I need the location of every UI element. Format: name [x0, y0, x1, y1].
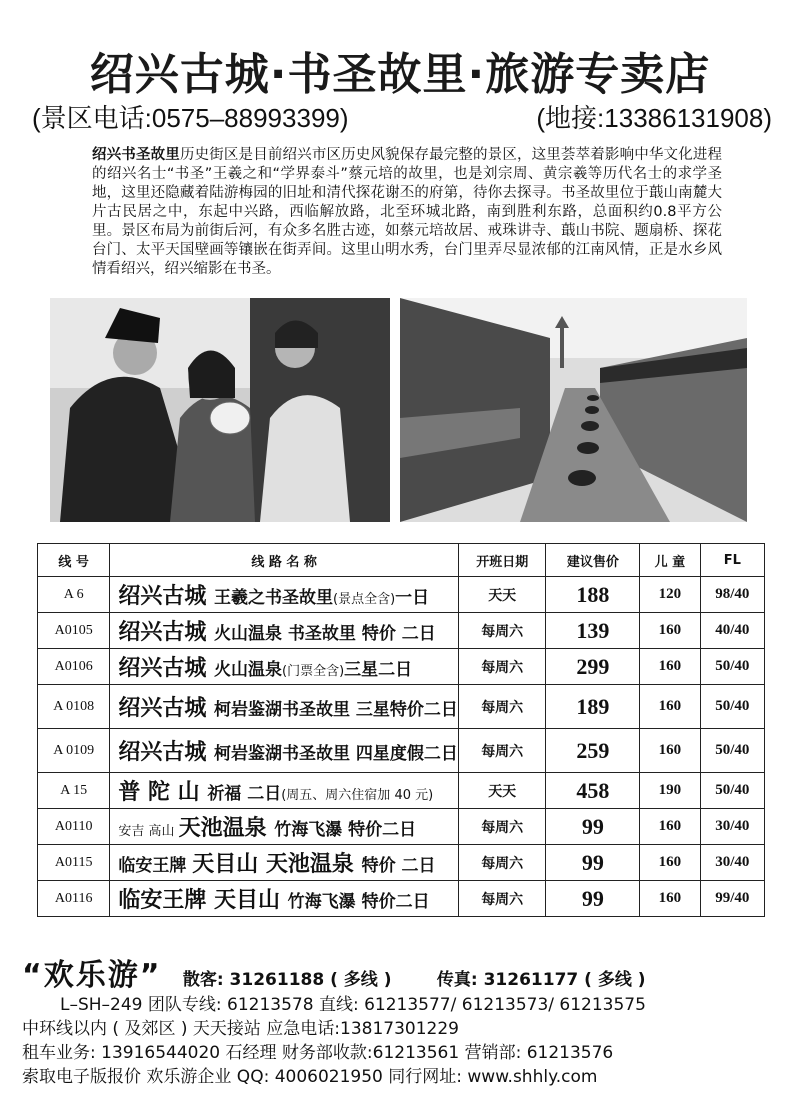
col-route: 线 路 名 称 [110, 544, 459, 577]
car-rental-line: 租车业务: 13916544020 石经理 财务部收款:61213561 营销部: 61213576 [22, 1043, 614, 1063]
route-name [110, 881, 459, 917]
route-name-part: 竹海飞瀑 特价二日 [287, 892, 430, 912]
fl-value: 50/40 [700, 685, 764, 729]
route-code: A0106 [38, 649, 110, 685]
route-name-part: 绍兴古城 [118, 656, 214, 681]
route-code: A 0109 [38, 729, 110, 773]
performers-photo [50, 298, 390, 522]
route-name-part: 柯岩鉴湖书圣故里 三星特价二日 [214, 700, 458, 720]
footer-contacts [22, 950, 782, 1086]
suggested-price: 99 [546, 845, 640, 881]
departure-date: 每周六 [458, 685, 546, 729]
child-price: 160 [640, 809, 700, 845]
intro-body: 历史街区是目前绍兴市区历史风貌保存最完整的景区，这里荟萃着影响中华文化进程的绍兴名士“书圣”王羲之和“学界泰斗”蔡元培的故里，也是刘宗周、黄宗羲等历代名士的求学圣地，这里还隐藏着陆游梅园的旧址和清代探花谢丕的府第，待你去探寻。书圣故里位于蕺山南麓大片古民居之中，东起中兴路，西临解放路，北至环城北路，南到胜利东路，总面积约0.8平方公里。景区布局为前街后河，有众多名胜古迹，如蔡元培故居、戒珠讲寺、蕺山书院、题扇桥、探花台门、太平天国壁画等镶嵌在街弄间。这里山明水秀，台门里弄尽显浓郁的江南风情，正是水乡风情看绍兴，绍兴缩影在书圣。 [92, 147, 723, 277]
child-price: 120 [640, 577, 700, 613]
route-name-part: (门票全含) [282, 664, 345, 679]
fl-value: 30/40 [700, 809, 764, 845]
col-child: 儿 童 [640, 544, 700, 577]
child-price: 160 [640, 729, 700, 773]
departure-date: 天天 [458, 577, 546, 613]
route-name-part: (景点全含) [333, 592, 396, 607]
child-price: 190 [640, 773, 700, 809]
contact-phones [32, 98, 772, 135]
route-name-part: 特价 二日 [361, 856, 436, 876]
route-name [110, 577, 459, 613]
departure-date: 每周六 [458, 729, 546, 773]
suggested-price: 99 [546, 881, 640, 917]
table-row [38, 577, 765, 613]
suggested-price: 99 [546, 809, 640, 845]
route-name-part: 天池温泉 [178, 816, 275, 841]
scenic-phone: (景区电话:0575–88993399) [32, 103, 349, 133]
local-phone: (地接:13386131908) [536, 103, 772, 133]
fl-value: 98/40 [700, 577, 764, 613]
route-name [110, 729, 459, 773]
team-line: L–SH–249 团队专线: 61213578 直线: 61213577/ 61213573/ 61213575 [60, 995, 646, 1015]
suggested-price: 139 [546, 613, 640, 649]
departure-date: 每周六 [458, 845, 546, 881]
route-name-part: 绍兴古城 [118, 584, 214, 609]
route-code: A0115 [38, 845, 110, 881]
route-name-part: 柯岩鉴湖书圣故里 四星度假二日 [214, 744, 458, 764]
brand-name: “欢乐游” [22, 958, 162, 993]
route-name-part: 绍兴古城 [118, 696, 214, 721]
fl-value: 50/40 [700, 729, 764, 773]
canal-photo [400, 298, 747, 522]
pickup-line: 中环线以内 ( 及郊区 ) 天天接站 应急电话:13817301229 [22, 1019, 459, 1039]
child-price: 160 [640, 881, 700, 917]
route-name [110, 845, 459, 881]
departure-date: 每周六 [458, 809, 546, 845]
route-code: A 15 [38, 773, 110, 809]
route-name-part: 竹海飞瀑 特价二日 [274, 820, 417, 840]
suggested-price: 189 [546, 685, 640, 729]
table-row [38, 729, 765, 773]
table-row [38, 809, 765, 845]
suggested-price: 458 [546, 773, 640, 809]
fl-value: 50/40 [700, 773, 764, 809]
table-row [38, 881, 765, 917]
col-code: 线 号 [38, 544, 110, 577]
table-header-row [38, 544, 765, 577]
child-price: 160 [640, 685, 700, 729]
online-line: 索取电子版报价 欢乐游企业 QQ: 4006021950 同行网址: www.shhly.com [22, 1067, 598, 1087]
intro-paragraph [92, 146, 722, 279]
fl-value: 40/40 [700, 613, 764, 649]
route-name-part: 安吉 高山 [118, 824, 179, 839]
departure-date: 每周六 [458, 613, 546, 649]
table-row [38, 773, 765, 809]
col-fl: FL [700, 544, 764, 577]
route-name-part: 绍兴古城 [118, 740, 214, 765]
route-name-part: 火山温泉 [214, 660, 282, 680]
retail-phone: 散客: 31261188 ( 多线 ) [182, 970, 392, 990]
route-name-part: 临安王牌 [118, 856, 193, 876]
suggested-price: 188 [546, 577, 640, 613]
route-name [110, 773, 459, 809]
route-code: A0116 [38, 881, 110, 917]
col-price: 建议售价 [546, 544, 640, 577]
fl-value: 50/40 [700, 649, 764, 685]
route-name [110, 685, 459, 729]
fl-value: 30/40 [700, 845, 764, 881]
route-code: A 6 [38, 577, 110, 613]
departure-date: 天天 [458, 773, 546, 809]
route-code: A0105 [38, 613, 110, 649]
fax-number: 传真: 31261177 ( 多线 ) [436, 970, 646, 990]
route-table [37, 543, 765, 917]
table-row [38, 613, 765, 649]
route-name [110, 649, 459, 685]
route-name-part: 临安王牌 天目山 [118, 888, 288, 913]
route-name-part: 天目山 天池温泉 [192, 852, 362, 877]
route-name-part: 普 陀 山 [118, 780, 208, 805]
col-date: 开班日期 [458, 544, 546, 577]
route-code: A0110 [38, 809, 110, 845]
route-name-part: 火山温泉 书圣故里 特价 二日 [214, 624, 436, 644]
page-title: 绍兴古城·书圣故里·旅游专卖店 [89, 49, 711, 100]
route-name-part: 绍兴古城 [118, 620, 214, 645]
intro-lead: 绍兴书圣故里 [92, 147, 180, 163]
route-name [110, 613, 459, 649]
child-price: 160 [640, 845, 700, 881]
child-price: 160 [640, 649, 700, 685]
child-price: 160 [640, 613, 700, 649]
route-name-part: 祈福 二日 [207, 784, 282, 804]
table-row [38, 649, 765, 685]
route-name [110, 809, 459, 845]
table-row [38, 685, 765, 729]
table-row [38, 845, 765, 881]
route-name-part: 三星二日 [344, 660, 413, 680]
departure-date: 每周六 [458, 881, 546, 917]
route-name-part: (周五、周六住宿加 40 元) [281, 788, 434, 803]
route-name-part: 一日 [395, 588, 430, 608]
route-name-part: 王羲之书圣故里 [214, 588, 333, 608]
suggested-price: 259 [546, 729, 640, 773]
route-code: A 0108 [38, 685, 110, 729]
suggested-price: 299 [546, 649, 640, 685]
fl-value: 99/40 [700, 881, 764, 917]
departure-date: 每周六 [458, 649, 546, 685]
